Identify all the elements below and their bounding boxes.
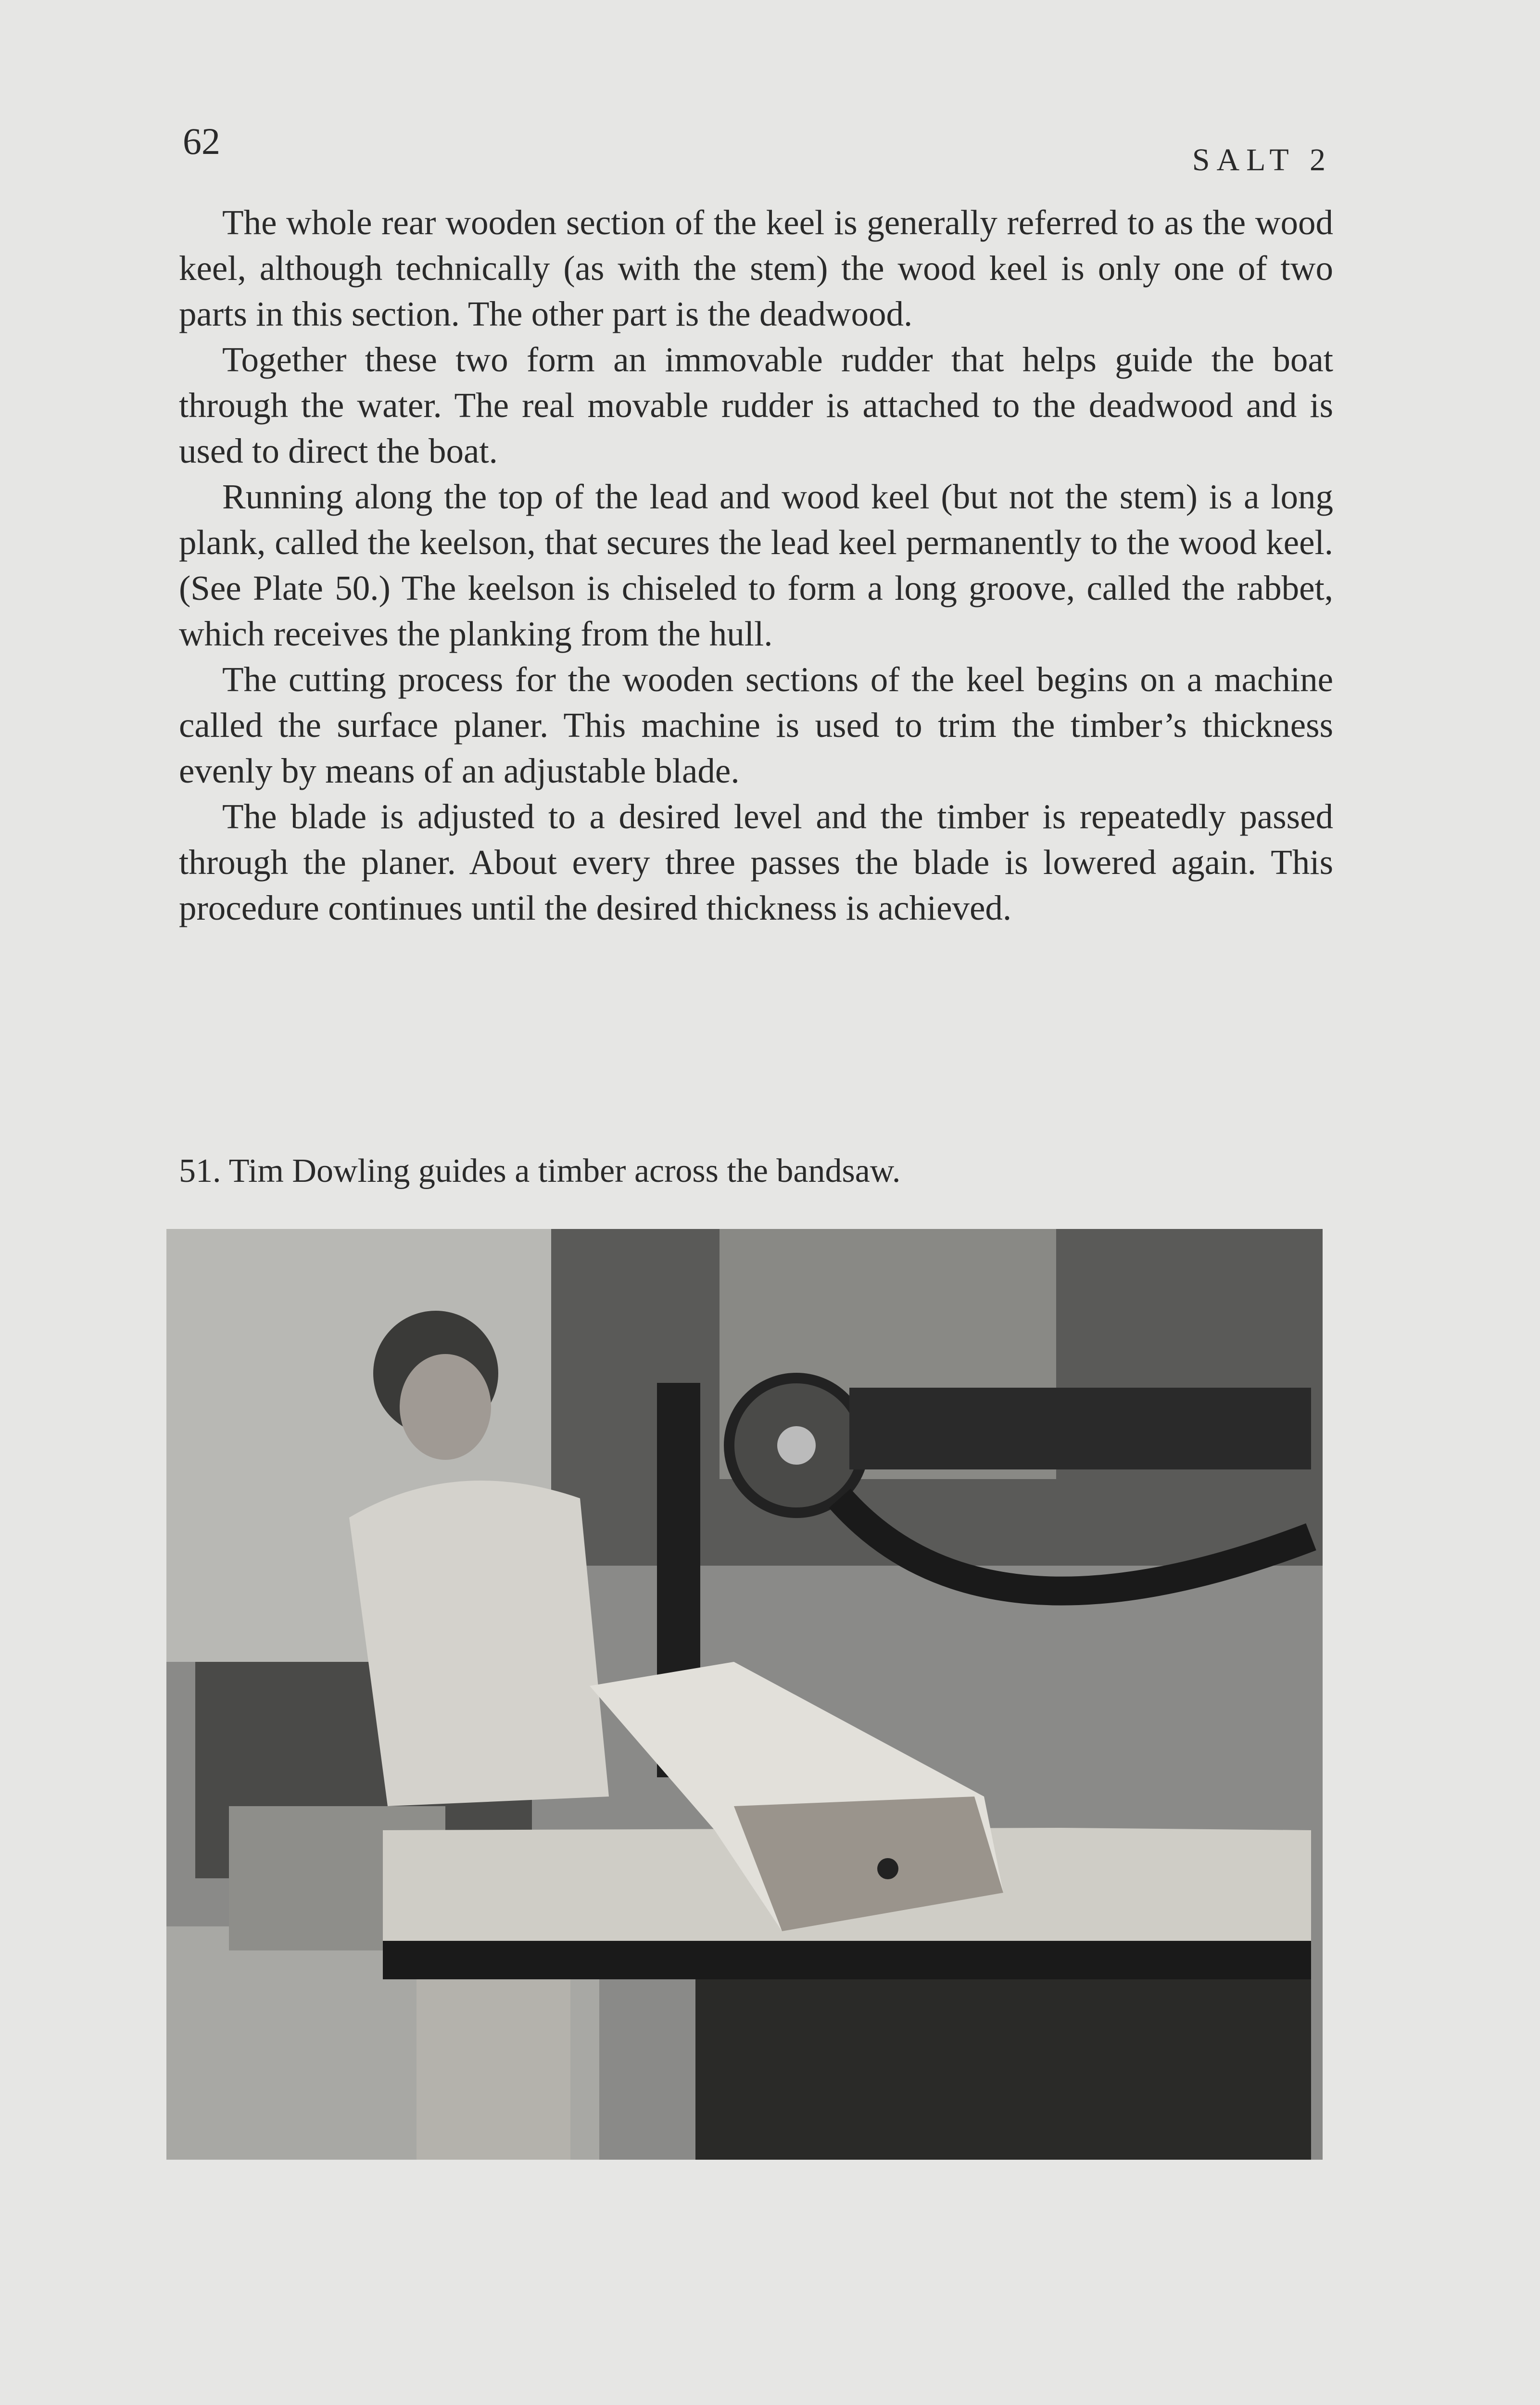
photo-illustration: [166, 1229, 1323, 2160]
paragraph: Running along the top of the lead and wood keel (but not the stem) is a long plank, called the keelson, that secures the lead keel permanently to the wood keel. (See Plate 50.) The keelson is chiseled to form a long groove, called the rabbet, which receives the planking from the hull.: [179, 477, 1333, 653]
paragraph: The blade is adjusted to a desired level and the timber is repeatedly passed through the planer. About every three passes the blade is lowered again. This procedure continues until the desired thickness is achieved.: [179, 797, 1333, 927]
paragraph: Together these two form an immovable rudder that helps guide the boat through the water. The real movable rudder is attached to the deadwood and is used to direct the boat.: [179, 340, 1333, 470]
page-number: 62: [183, 120, 220, 162]
person-shirt: [349, 1481, 609, 1806]
person-legs: [417, 1975, 570, 2160]
body-text: [179, 200, 1333, 931]
wheel-hub: [777, 1426, 816, 1465]
table-base: [695, 1979, 1311, 2160]
timber-knot: [877, 1858, 898, 1879]
person-face: [400, 1354, 491, 1460]
figure-caption: 51. Tim Dowling guides a timber across the bandsaw.: [179, 1152, 901, 1190]
paragraph: The cutting process for the wooden sections of the keel begins on a machine called the surface planer. This machine is used to trim the timber’s thickness evenly by means of an adjustable blade.: [179, 660, 1333, 790]
table-edge: [383, 1941, 1311, 1979]
saw-frame: [849, 1388, 1311, 1469]
running-head: SALT 2: [1192, 142, 1332, 177]
paragraph: The whole rear wooden section of the keel is generally referred to as the wood keel, although technically (as with the stem) the wood keel is only one of two parts in this section. The other part is the deadwood.: [179, 203, 1333, 333]
bandsaw-photo: [166, 1229, 1323, 2160]
